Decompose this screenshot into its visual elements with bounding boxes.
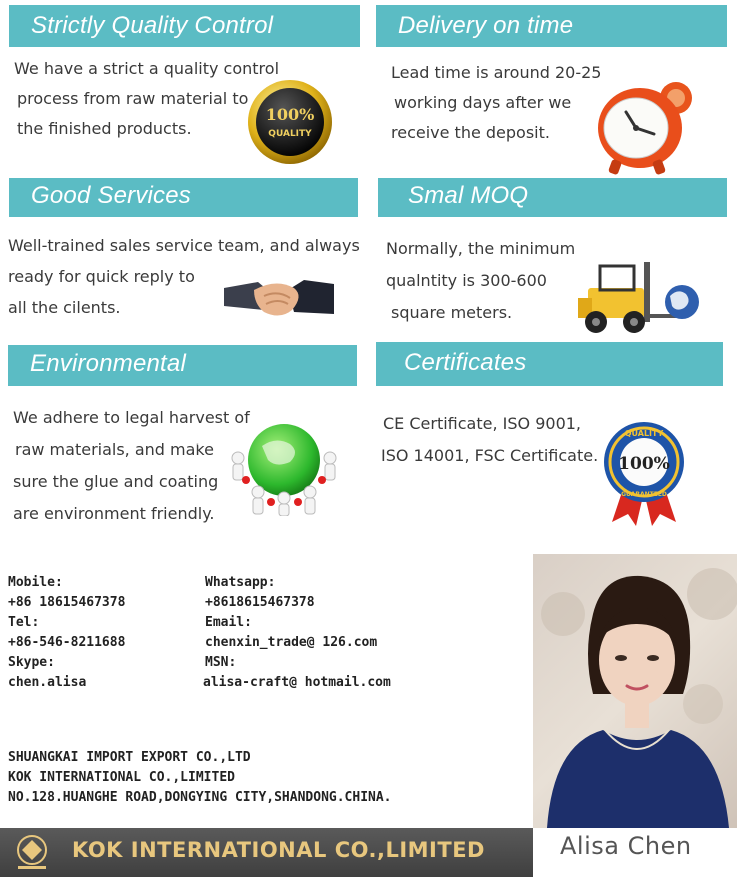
desc-line: square meters. — [391, 303, 513, 322]
desc-line: We adhere to legal harvest of — [13, 408, 250, 427]
mobile-value: +86 18615467378 — [8, 595, 126, 610]
desc-line: Normally, the minimum — [386, 239, 576, 258]
msn-value: alisa-craft@ hotmail.com — [203, 675, 391, 690]
handshake-icon — [224, 270, 334, 326]
mobile-label: Mobile: — [8, 575, 63, 590]
delivery-description — [391, 58, 601, 148]
seal-percent-text: 100% — [618, 454, 670, 474]
delivery-banner: Delivery on time — [376, 5, 727, 47]
company-line: NO.128.HUANGHE ROAD,DONGYING CITY,SHANDONG.CHINA. — [8, 790, 392, 805]
badge-text: 100% — [265, 105, 315, 124]
desc-line: all the cilents. — [8, 298, 121, 317]
desc-line: We have a strict a quality control — [14, 59, 280, 78]
forklift-icon — [574, 258, 702, 336]
email-value: chenxin_trade@ 126.com — [205, 635, 378, 650]
watermark-text: er.en — [195, 426, 244, 451]
alarm-clock-icon — [596, 68, 698, 178]
tel-value: +86-546-8211688 — [8, 635, 126, 650]
desc-line: the finished products. — [17, 119, 192, 138]
desc-line: Well-trained sales service team, and always — [8, 236, 360, 255]
desc-line: ISO 14001, FSC Certificate. — [381, 446, 599, 465]
quality-badge-icon — [244, 78, 336, 166]
tel-label: Tel: — [8, 615, 40, 630]
desc-line: receive the deposit. — [391, 123, 550, 142]
company-line: KOK INTERNATIONAL CO.,LIMITED — [8, 770, 235, 785]
email-label: Email: — [205, 615, 252, 630]
desc-line: ready for quick reply to — [8, 267, 195, 286]
contact-person-name: Alisa Chen — [560, 832, 692, 860]
certificates-description — [383, 408, 598, 472]
desc-line: raw materials, and make — [15, 440, 214, 459]
seal-top-text: QUALITY — [624, 429, 664, 438]
quality-guaranteed-seal-icon — [598, 420, 690, 526]
seal-bottom-text: GUARANTEED — [621, 491, 667, 498]
skype-label: Skype: — [8, 655, 55, 670]
footer-company-name: KOK INTERNATIONAL CO.,LIMITED — [72, 838, 485, 862]
portrait-illustration — [533, 554, 737, 828]
desc-line: are environment friendly. — [13, 504, 215, 523]
certificates-banner: Certificates — [376, 342, 723, 386]
environmental-description — [13, 402, 250, 530]
company-address-block — [8, 748, 392, 808]
contact-right-column — [205, 573, 391, 693]
small-moq-banner: Smal MOQ — [378, 178, 727, 217]
desc-line: sure the glue and coating — [13, 472, 219, 491]
moq-description — [386, 233, 575, 329]
whatsapp-label: Whatsapp: — [205, 575, 276, 590]
environmental-banner: Environmental — [8, 345, 357, 386]
company-line: SHUANGKAI IMPORT EXPORT CO.,LTD — [8, 750, 251, 765]
desc-line: working days after we — [394, 93, 572, 112]
desc-line: Lead time is around 20-25 — [391, 63, 602, 82]
good-services-banner: Good Services — [9, 178, 358, 217]
whatsapp-value: +8618615467378 — [205, 595, 315, 610]
msn-label: MSN: — [205, 655, 237, 670]
skype-value: chen.alisa — [8, 675, 87, 690]
quality-control-banner: Strictly Quality Control — [9, 5, 360, 47]
quality-description — [14, 54, 279, 144]
desc-line: CE Certificate, ISO 9001, — [383, 414, 582, 433]
contact-left-column — [8, 573, 125, 693]
desc-line: qualntity is 300-600 — [386, 271, 547, 290]
badge-subtext: QUALITY — [268, 129, 312, 139]
contact-person-photo — [533, 554, 737, 828]
desc-line: process from raw material to — [17, 89, 249, 108]
company-logo-icon — [10, 832, 54, 874]
